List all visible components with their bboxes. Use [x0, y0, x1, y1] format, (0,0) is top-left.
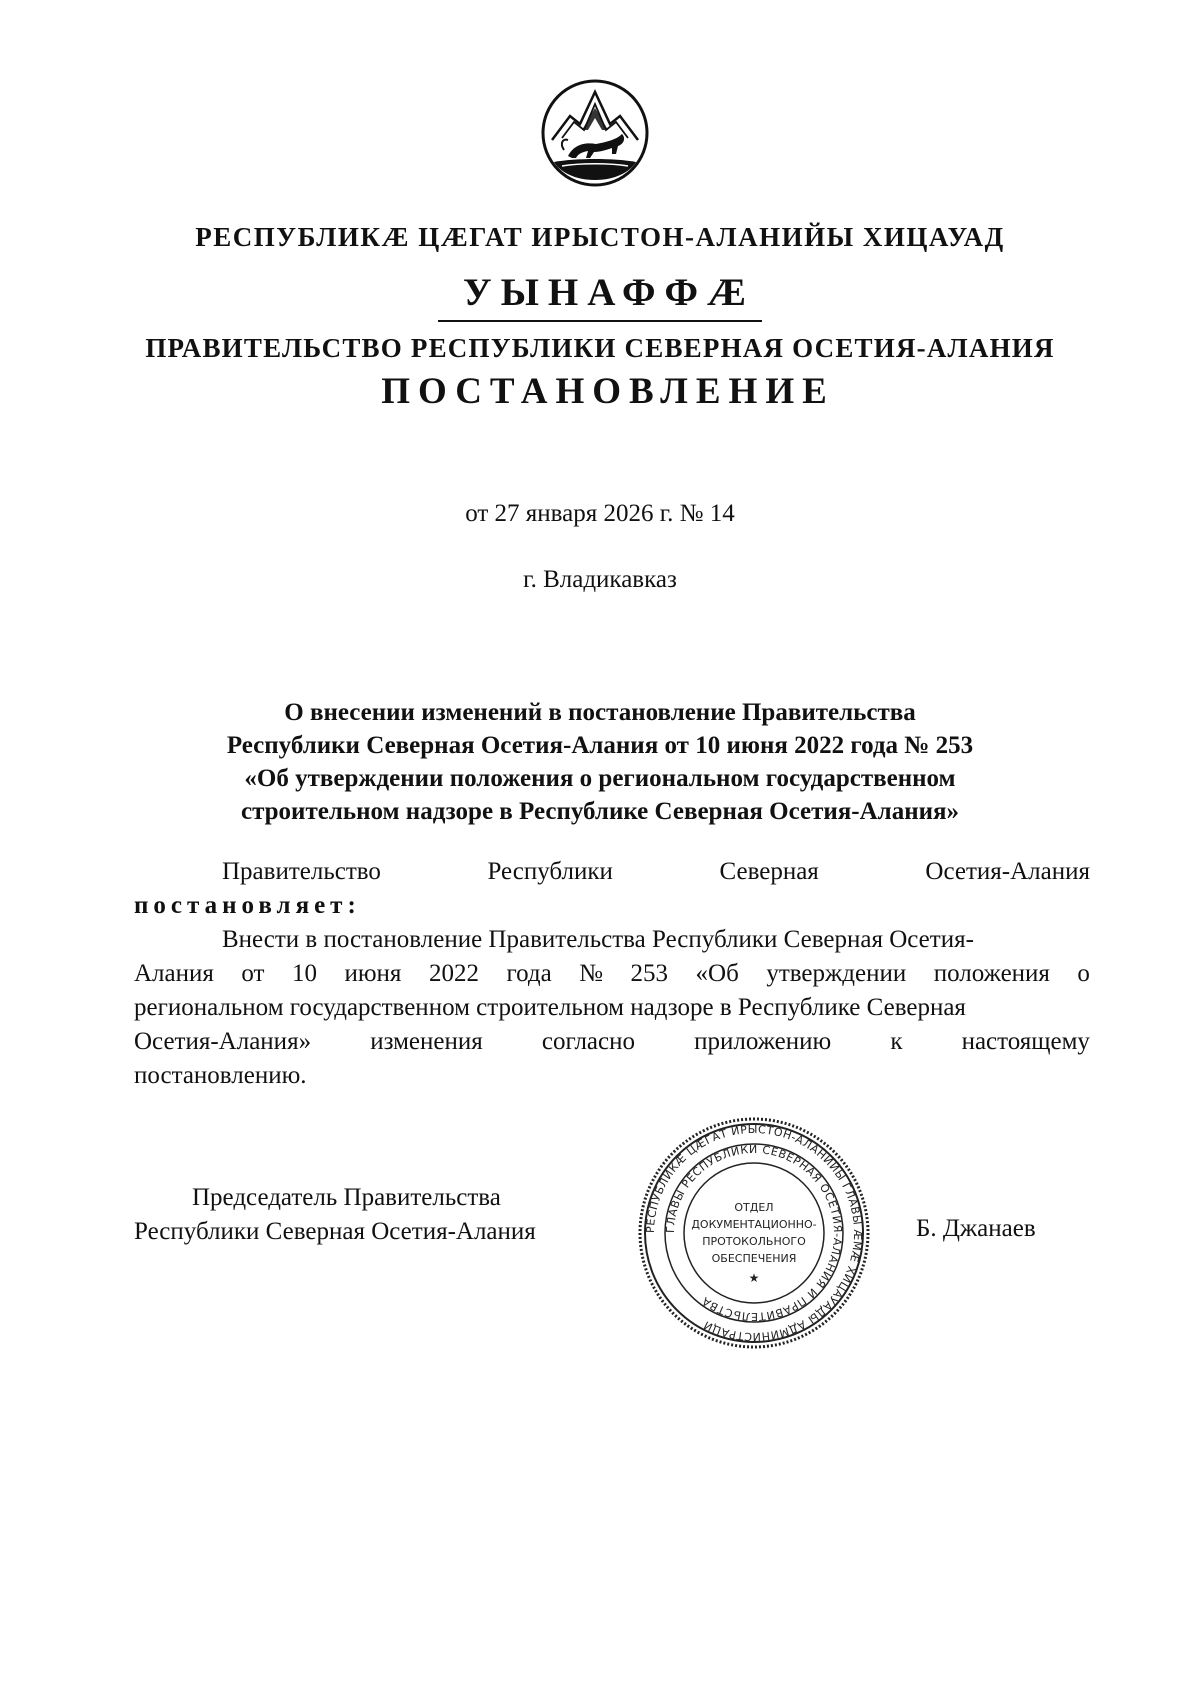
body-line: Внести в постановление Правительства Республики Северная Осетия-	[222, 926, 974, 953]
word: Северная	[719, 858, 819, 885]
title-line: «Об утверждении положения о региональном государственном	[244, 765, 956, 792]
ossetian-government-title: РЕСПУБЛИКӔ ЦӔГАТ ИРЫСТОН-АЛАНИЙЫ ХИЦАУАД	[195, 222, 1005, 252]
word: «Об	[695, 960, 739, 987]
word: Республики	[487, 858, 613, 885]
word: года	[506, 960, 552, 987]
document-body	[134, 855, 1090, 1093]
body-line	[134, 889, 1090, 923]
position-line: Председатель Правительства	[192, 1184, 501, 1211]
word: к	[890, 1028, 903, 1055]
seal-inner-line: ДОКУМЕНТАЦИОННО-	[691, 1218, 817, 1231]
word: настоящему	[961, 1028, 1090, 1055]
document-city: г. Владикавказ	[523, 566, 677, 593]
official-seal-icon	[636, 1115, 872, 1351]
word: от	[241, 960, 265, 987]
signatory-name: Б. Джанаев	[916, 1215, 1036, 1242]
word: №	[579, 960, 604, 987]
word: утверждении	[766, 960, 907, 987]
word: Осетия-Алания»	[134, 1028, 312, 1055]
resolves-verb: постановляет:	[134, 892, 361, 919]
body-line	[134, 1025, 1090, 1059]
word: положения	[933, 960, 1050, 987]
coat-of-arms-icon	[540, 78, 650, 188]
position-line: Республики Северная Осетия-Алания	[134, 1218, 536, 1245]
word: 253	[630, 960, 669, 987]
document-date-number: от 27 января 2026 г. № 14	[465, 500, 735, 527]
body-line	[134, 957, 1090, 991]
body-line: постановлению.	[134, 1062, 307, 1089]
word: 10	[292, 960, 317, 987]
signatory-position	[134, 1181, 536, 1249]
word: согласно	[541, 1028, 635, 1055]
seal-inner-line: ОБЕСПЕЧЕНИЯ	[711, 1252, 797, 1265]
body-line: региональном государственном строительном надзоре в Республике Северная	[134, 994, 966, 1021]
seal-middle-text: ГЛАВЫ РЕСПУБЛИКИ СЕВЕРНАЯ ОСЕТИЯ-АЛАНИЯ И ПРАВИТЕЛЬСТВА	[663, 1142, 845, 1324]
document-title	[0, 696, 1200, 828]
russian-government-title: ПРАВИТЕЛЬСТВО РЕСПУБЛИКИ СЕВЕРНАЯ ОСЕТИЯ-АЛАНИЯ	[145, 333, 1055, 363]
svg-text:★: ★	[748, 1271, 760, 1285]
word: Правительство	[222, 858, 381, 885]
word: Алания	[134, 960, 214, 987]
word: о	[1077, 960, 1090, 987]
title-line: О внесении изменений в постановление Правительства	[284, 699, 916, 726]
word: изменения	[370, 1028, 483, 1055]
word: Осетия-Алания	[925, 858, 1090, 885]
heading-divider	[438, 320, 762, 322]
body-line	[134, 855, 1090, 889]
seal-inner-line: ПРОТОКОЛЬНОГО	[702, 1235, 806, 1248]
russian-resolution-heading: ПОСТАНОВЛЕНИЕ	[381, 371, 835, 412]
seal-inner-line: ОТДЕЛ	[734, 1201, 774, 1214]
title-line: Республики Северная Осетия-Алания от 10 июня 2022 года № 253	[226, 732, 974, 759]
title-line: строительном надзоре в Республике Северная Осетия-Алания»	[240, 798, 960, 825]
word: июня	[344, 960, 402, 987]
word: 2022	[428, 960, 479, 987]
word: приложению	[694, 1028, 832, 1055]
ossetian-resolution-heading: УЫНАФФӔ	[463, 271, 755, 314]
seal-outer-text: РЕСПУБЛИКӔ ЦӔГАТ ИРЫСТОН-АЛАНИЙЫ ГЛАВЫ ӔМӔ ХИЦАУАДЫ АДМИНИСТРАЦИ	[643, 1122, 865, 1344]
